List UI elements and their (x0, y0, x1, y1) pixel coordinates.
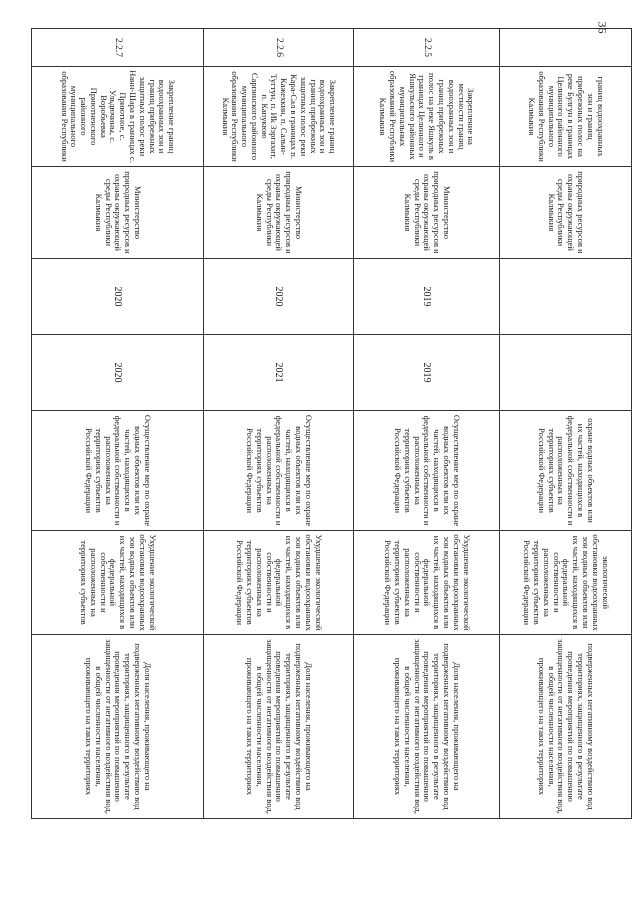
consequence-cell: экологической обстановки водоохранных зон водных объектов или их частей, находящихся в федеральной собственности и расположенных на территориях субъектов Российской Федерации (500, 531, 632, 635)
measure-cell: границ водоохранных зон и границ прибрежных полос на реке Булгун в границах Целинного районного муниципального образования Республики Калмыкия (500, 67, 632, 167)
measure-cell: Закрепление границ водоохранных зон и границ прибрежных защитных полос реки Нанн-Шара в границах с. Приютное, с. Ульдючины, с. Воробьевка Приютненского районного муниципального образования Республики (32, 67, 204, 167)
indicator-cell: подверженных негативному воздействию вод территориях, защищенного в результате проведения мероприятий по повышению защищенности от негативного воздействия вод, в общей численности населения, проживающего на таких территориях (500, 635, 632, 819)
year-start-cell: 2019 (354, 259, 500, 335)
row-number: 2.2.5 (354, 29, 500, 67)
page-number: 36 (595, 21, 610, 34)
content-cell: Осуществление мер по охране водных объектов или их частей, находящихся в федеральной собственности и расположенных на территориях субъектов Российской Федерации (204, 411, 354, 531)
year-start-cell: 2020 (204, 259, 354, 335)
indicator-cell: Доля населения, проживающего на подверженных негативному воздействию вод территориях, защищенного в результате проведения мероприятий по повышению защищенности от негативного воздействия вод, в общей численности населения, проживающего на таких территориях (204, 635, 354, 819)
content-cell: охране водных объектов или их частей, находящихся в федеральной собственности и расположенных на территориях субъектов Российской Федерации (500, 411, 632, 531)
table-row (32, 29, 204, 819)
row-number: 2.2.7 (32, 29, 204, 67)
table-row (354, 29, 500, 819)
year-start-cell: 2020 (32, 259, 204, 335)
year-end-cell (500, 335, 632, 411)
measure-cell: Закрепление границ водоохранных зон и границ прибрежных защитных полос реки Кара-Сал в границах п. Кажехкин, п. Салын-Тугтун, п. Иk Зэргахит, п. Капукюю Сарпинского районного муниципального образования Республики Калмыкия (204, 67, 354, 167)
executor-cell: Министерство природных ресурсов и охраны окружающей среды Республики Калмыкия (354, 167, 500, 259)
year-start-cell (500, 259, 632, 335)
measures-table (31, 28, 632, 819)
executor-cell: Министерство природных ресурсов и охраны окружающей среды Республики Калмыкия (204, 167, 354, 259)
table-row (204, 29, 354, 819)
executor-cell: Министерство природных ресурсов и охраны окружающей среды Республики Калмыкия (32, 167, 204, 259)
indicator-cell: Доля населения, проживающего на подверженных негативному воздействию вод территориях, защищенного в результате проведения мероприятий по повышению защищенности от негативного воздействия вод, в общей численности населения, проживающего на таких территориях (32, 635, 204, 819)
indicator-cell: Доля населения, проживающего на подверженных негативному воздействию вод территориях, защищенного в результате проведения мероприятий по повышению защищенности от негативного воздействия вод, в общей численности населения, проживающего на таких территориях (354, 635, 500, 819)
consequence-cell: Ухудшение экологической обстановки водоохранных зон водных объектов или их частей, находящихся в федеральной собственности и расположенных на территориях субъектов Российской Федерации (204, 531, 354, 635)
row-number: 2.2.6 (204, 29, 354, 67)
year-end-cell: 2021 (204, 335, 354, 411)
content-cell: Осуществление мер по охране водных объектов или их частей, находящихся в федеральной собственности и расположенных на территориях субъектов Российской Федерации (354, 411, 500, 531)
consequence-cell: Ухудшение экологической обстановки водоохранных зон водных объектов или их частей, находящихся в федеральной собственности и расположенных на территориях субъектов Российской Федерации (354, 531, 500, 635)
executor-cell: природных ресурсов и охраны окружающей среды Республики Калмыкия (500, 167, 632, 259)
rotated-table-sheet (32, 28, 632, 818)
content-cell: Осуществление мер по охране водных объектов или их частей, находящихся в федеральной собственности и расположенных на территориях субъектов Российской Федерации (32, 411, 204, 531)
year-end-cell: 2020 (32, 335, 204, 411)
table-row (500, 29, 632, 819)
measure-cell: Закрепление на местности границ водоохранных зон и границ прибрежных полос на реке Яшкуль в границах Целинного и Яшкульского районных муниципальных образований Республики Калмыкия (354, 67, 500, 167)
year-end-cell: 2019 (354, 335, 500, 411)
row-number (500, 29, 632, 67)
consequence-cell: Ухудшение экологической обстановки водоохранных зон водных объектов или их частей, находящихся в федеральной собственности и расположенных на территориях субъектов (32, 531, 204, 635)
